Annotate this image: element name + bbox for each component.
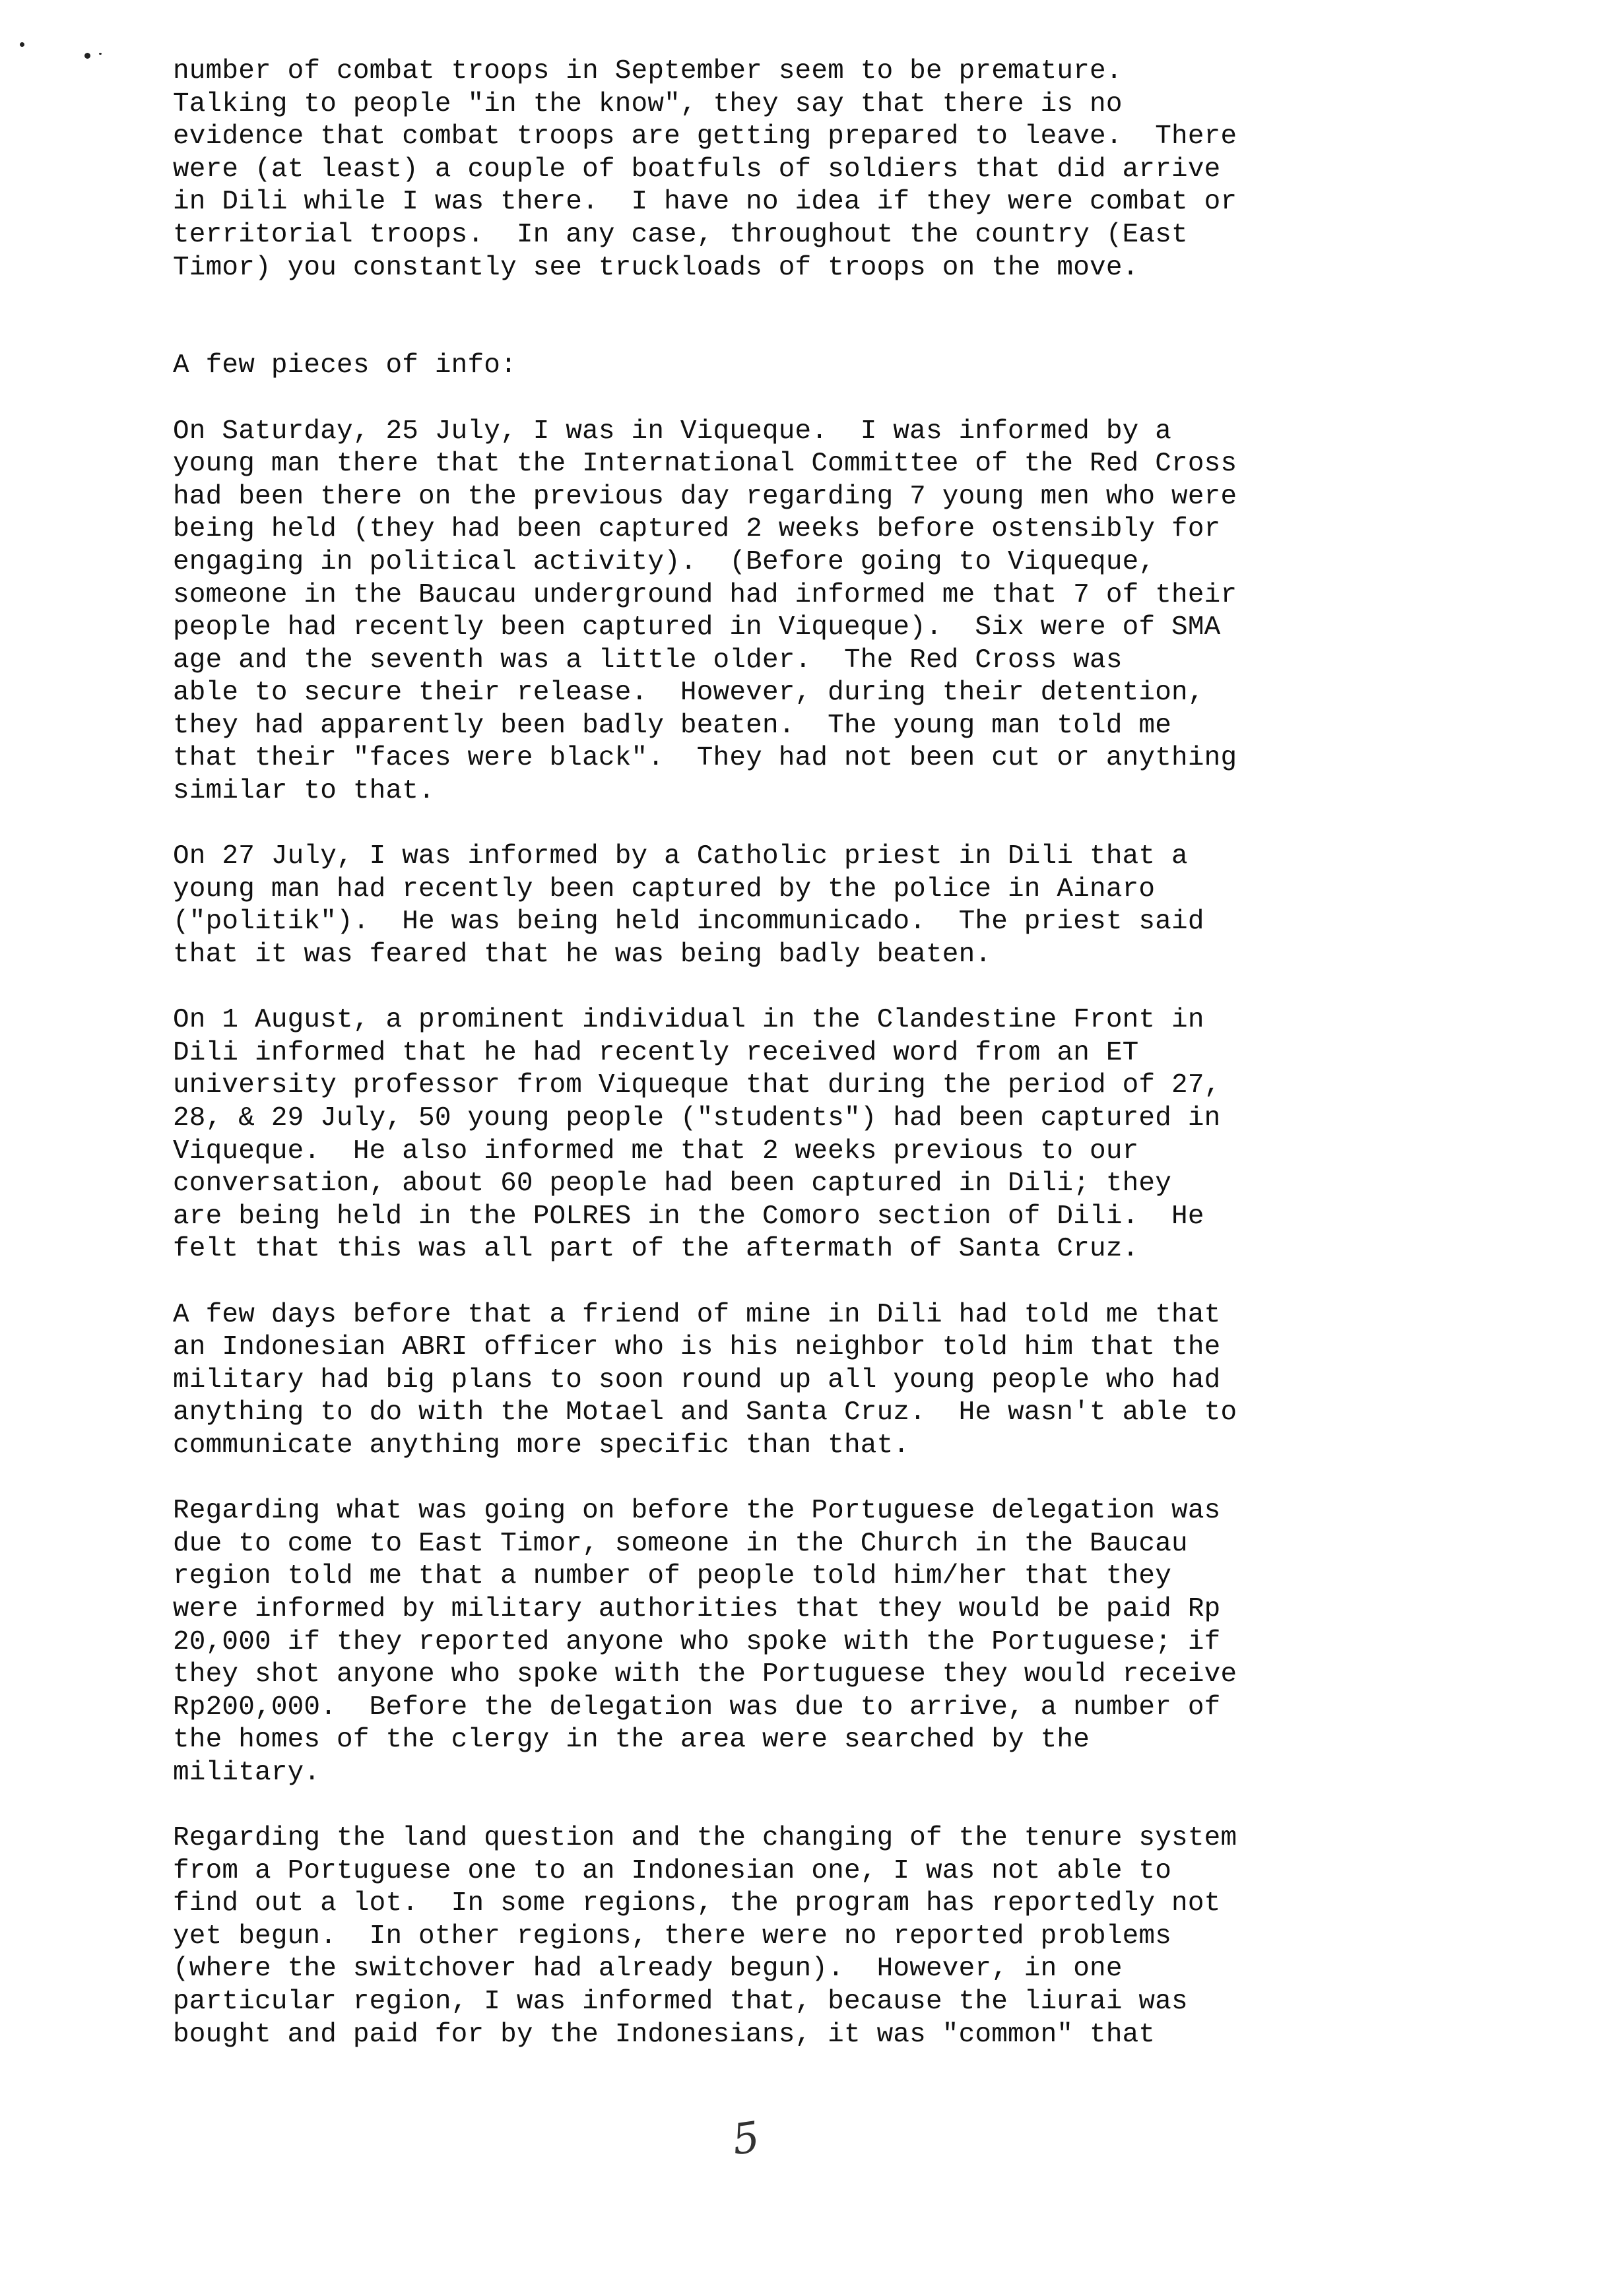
page-number: 5 — [729, 2113, 763, 2165]
document-body-text: number of combat troops in September seem to be premature. Talking to people "in the know", they say that there is no evidence that combat troops are getting prepared to leave. There were (at least) a couple of boatfuls of soldiers that did arrive in Dili while I was there. I have no idea if they were combat or territorial troops. In any case, throughout the country (East Timor) you constantly see truckloads of troops on the move. A few pieces of info: On Saturday, 25 July, I was in Viqueque. I was informed by a young man there that the International Committee of the Red Cross had been there on the previous day regarding 7 young men who were being held (they had been captured 2 weeks before ostensibly for engaging in political activity). (Before going to Viqueque, someone in the Baucau underground had informed me that 7 of their people had recently been captured in Viqueque). Six were of SMA age and the seventh was a little older. The Red Cross was able to secure their release. However, during their detention, they had apparently been badly beaten. The young man told me that their "faces were black". They had not been cut or anything similar to that. On 27 July, I was informed by a Catholic priest in Dili that a young man had recently been captured by the police in Ainaro ("politik"). He was being held incommunicado. The priest said that it was feared that he was being badly beaten. On 1 August, a prominent individual in the Clandestine Front in Dili informed that he had recently received word from an ET university professor from Viqueque that during the period of 27, 28, & 29 July, 50 young people ("students") had been captured in Viqueque. He also informed me that 2 weeks previous to our conversation, about 60 people had been captured in Dili; they are being held in the POLRES in the Comoro section of Dili. He felt that this was all part of the aftermath of Santa Cruz. A few days before that a friend of mine in Dili had told me that an Indonesian ABRI officer who is his neighbor told him that the military had big plans to soon round up all young people who had anything to do with the Motael and Santa Cruz. He wasn't able to communicate anything more specific than that. Regarding what was going on before the Portuguese delegation was due to come to East Timor, someone in the Church in the Baucau region told me that a number of people told him/her that they were informed by military authorities that they would be paid Rp 20,000 if they reported anyone who spoke with the Portuguese; if they shot anyone who spoke with the Portuguese they would receive Rp200,000. Before the delegation was due to arrive, a number of the homes of the clergy in the area were searched by the military. Regarding the land question and the changing of the tenure system from a Portuguese one to an Indonesian one, I was not able to find out a lot. In some regions, the program has reportedly not yet begun. In other regions, there were no reported problems (where the switchover had already begun). However, in one particular region, I was informed that, because the liurai was bought and paid for by the Indonesians, it was "common" that — [173, 56, 1237, 2050]
scan-speck — [84, 53, 90, 59]
scan-speck — [99, 53, 102, 55]
scan-speck — [20, 42, 24, 47]
